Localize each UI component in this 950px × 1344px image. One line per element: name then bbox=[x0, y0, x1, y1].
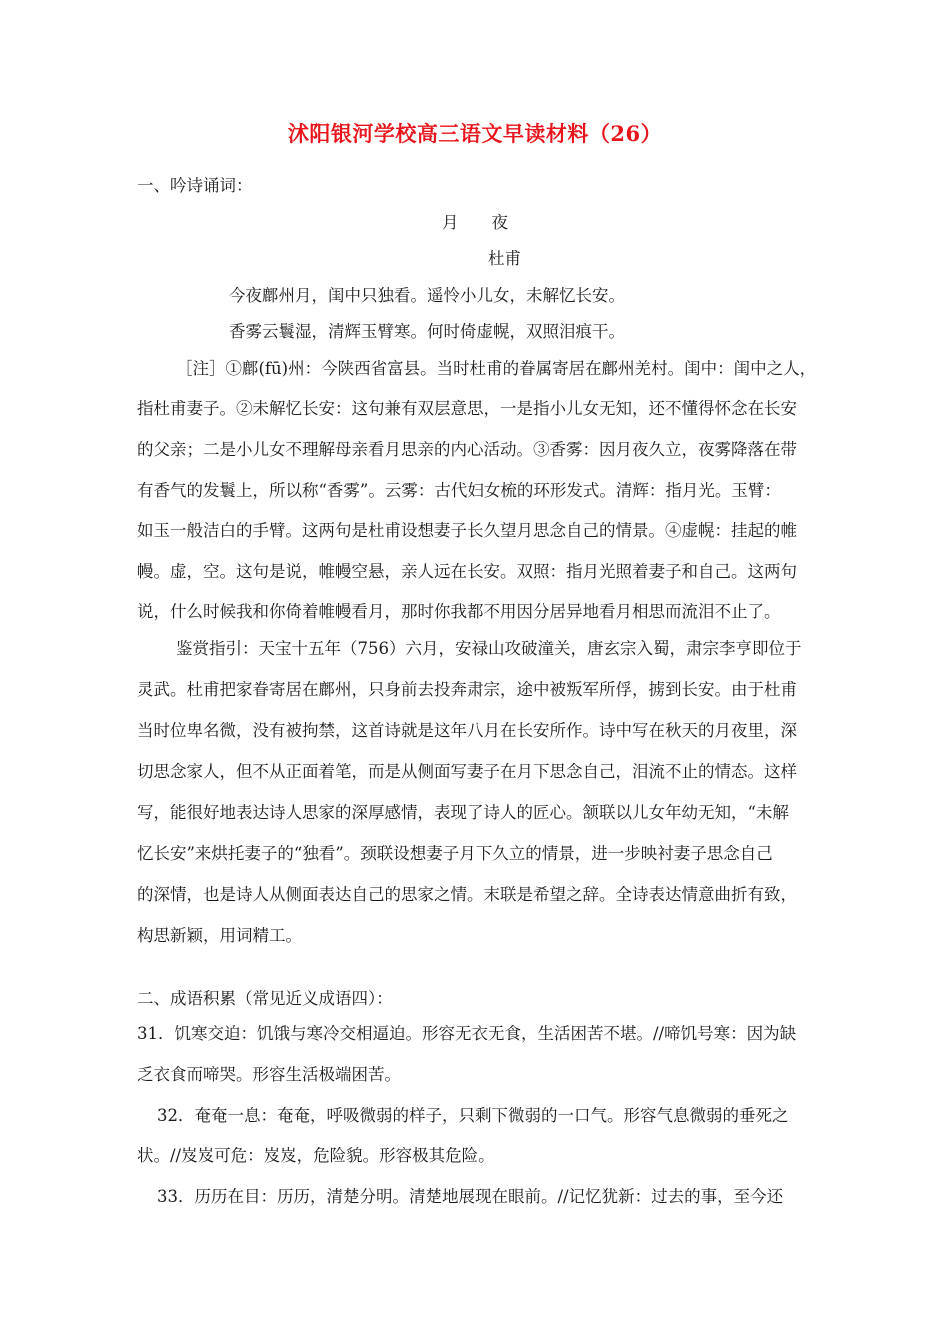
appreciation-line: 忆长安”来烘托妻子的“独看”。颈联设想妻子月下久立的情景，进一步映衬妻子思念自己 bbox=[137, 844, 773, 863]
appreciation-line: 的深情，也是诗人从侧面表达自己的思家之情。末联是希望之辞。全诗表达情意曲折有致， bbox=[137, 885, 797, 904]
note-line: 的父亲；二是小儿女不理解母亲看月思亲的内心活动。③香雾：因月夜久立，夜雾降落在带 bbox=[137, 440, 797, 459]
note-line: 指杜甫妻子。②未解忆长安：这句兼有双层意思，一是指小儿女无知，还不懂得怀念在长安 bbox=[137, 399, 797, 418]
page-title: 沭阳银河学校高三语文早读材料（26） bbox=[287, 121, 663, 146]
note-line: ［注］①鄜(fū)州：今陕西省富县。当时杜甫的眷属寄居在鄜州羌村。闺中：闺中之人， bbox=[176, 359, 817, 378]
appreciation-line: 鉴赏指引：天宝十五年（756）六月，安禄山攻破潼关，唐玄宗入蜀，肃宗李亨即位于 bbox=[176, 639, 802, 658]
note-line: 如玉一般洁白的手臂。这两句是杜甫设想妻子长久望月思念自己的情景。④虚幌：挂起的帷 bbox=[137, 521, 797, 540]
note-line: 幔。虚，空。这句是说，帷幔空悬，亲人远在长安。双照：指月光照着妻子和自己。这两句 bbox=[137, 562, 797, 581]
appreciation-line: 灵武。杜甫把家眷寄居在鄜州，只身前去投奔肃宗，途中被叛军所俘，掳到长安。由于杜甫 bbox=[137, 680, 797, 699]
section-heading-recitation: 一、吟诗诵词： bbox=[137, 176, 253, 195]
appreciation-line: 当时位卑名微，没有被拘禁，这首诗就是这年八月在长安所作。诗中写在秋天的月夜里，深 bbox=[137, 721, 797, 740]
idiom-item-32: 32．奄奄一息：奄奄，呼吸微弱的样子，只剩下微弱的一口气。形容气息微弱的垂死之 bbox=[157, 1106, 789, 1125]
idiom-item-32-cont: 状。//岌岌可危：岌岌，危险貌。形容极其危险。 bbox=[137, 1146, 495, 1165]
appreciation-line: 写，能很好地表达诗人思家的深厚感情，表现了诗人的匠心。颔联以儿女年幼无知，“未解 bbox=[137, 803, 789, 822]
appreciation-line: 构思新颖，用词精工。 bbox=[137, 926, 302, 945]
idiom-item-31: 31．饥寒交迫：饥饿与寒冷交相逼迫。形容无衣无食，生活困苦不堪。//啼饥号寒：因为缺 bbox=[137, 1024, 797, 1043]
poem-line: 今夜鄜州月，闺中只独看。遥怜小儿女，未解忆长安。 bbox=[229, 286, 625, 305]
poem-line: 香雾云鬟湿，清辉玉臂寒。何时倚虚幌，双照泪痕干。 bbox=[229, 322, 625, 341]
poem-author: 杜甫 bbox=[488, 249, 521, 268]
section-heading-idioms: 二、成语积累（常见近义成语四）： bbox=[137, 989, 393, 1008]
appreciation-line: 切思念家人，但不从正面着笔，而是从侧面写妻子在月下思念自己，泪流不止的情态。这样 bbox=[137, 762, 797, 781]
poem-title: 月 夜 bbox=[442, 213, 508, 232]
idiom-item-31-cont: 乏衣食而啼哭。形容生活极端困苦。 bbox=[137, 1065, 401, 1084]
note-line: 有香气的发鬟上，所以称“香雾”。云雾：古代妇女梳的环形发式。清辉：指月光。玉臂： bbox=[137, 481, 781, 500]
note-line: 说，什么时候我和你倚着帷幔看月，那时你我都不用因分居异地看月相思而流泪不止了。 bbox=[137, 602, 781, 621]
idiom-item-33: 33．历历在目：历历，清楚分明。清楚地展现在眼前。//记忆犹新：过去的事，至今还 bbox=[157, 1187, 784, 1206]
